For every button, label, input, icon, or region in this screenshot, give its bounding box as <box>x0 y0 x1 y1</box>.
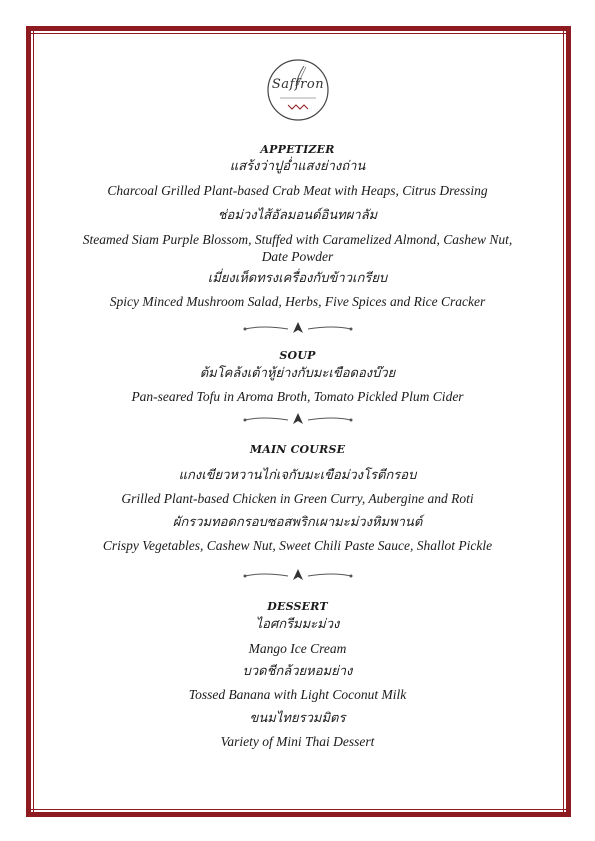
dish-english-name: Pan-seared Tofu in Aroma Broth, Tomato Pickled Plum Cider <box>131 389 464 404</box>
saffron-logo <box>266 58 330 122</box>
frame-border-left <box>26 26 31 817</box>
dish-english-name: Grilled Plant-based Chicken in Green Curry, Aubergine and Roti <box>121 491 474 506</box>
dish-thai-name: ต้มโคล้งเต้าหู้ย่างกับมะเขือดองบ๊วย <box>199 366 396 381</box>
frame-border-bottom-inner <box>26 809 571 810</box>
section-heading-dessert: DESSERT <box>267 600 328 613</box>
dish-english-name: Mango Ice Cream <box>248 641 347 656</box>
dish-english-name-cont: Date Powder <box>261 249 334 264</box>
dish-thai-name: แกงเขียวหวานไก่เจกับมะเขือม่วงโรตีกรอบ <box>178 468 417 483</box>
section-heading-appetizer: APPETIZER <box>260 143 335 156</box>
dish-thai-name: เมี่ยงเห็ดทรงเครื่องกับข้าวเกรียบ <box>207 271 388 286</box>
logo-wordmark: Saffron <box>271 77 325 92</box>
dish-english-name: Tossed Banana with Light Coconut Milk <box>188 687 407 702</box>
ornament-divider-icon <box>243 568 353 582</box>
ornament-divider-icon <box>243 412 353 426</box>
section-heading-soup: SOUP <box>279 349 316 362</box>
ornament-divider-icon <box>243 321 353 335</box>
frame-border-right-inner <box>563 26 564 817</box>
frame-border-top <box>26 26 571 31</box>
dish-thai-name: ช่อม่วงไส้อัลมอนด์อินทผาลัม <box>217 208 378 223</box>
dish-thai-name: ขนมไทยรวมมิตร <box>249 711 346 726</box>
dish-english-name: Charcoal Grilled Plant-based Crab Meat with Heaps, Citrus Dressing <box>107 183 488 198</box>
dish-thai-name: บวดชีกล้วยหอมย่าง <box>242 664 353 679</box>
dish-thai-name: ผักรวมทอดกรอบซอสพริกเผามะม่วงหิมพานต์ <box>172 515 423 530</box>
dish-thai-name: แสร้งว่าปูอ่ำแสงย่างถ่าน <box>229 159 366 174</box>
dish-english-name: Spicy Minced Mushroom Salad, Herbs, Five Spices and Rice Cracker <box>109 294 486 309</box>
section-heading-main-course: MAIN COURSE <box>249 443 346 456</box>
dish-english-name: Variety of Mini Thai Dessert <box>220 734 375 749</box>
frame-border-bottom <box>26 812 571 817</box>
frame-border-left-inner <box>33 26 34 817</box>
dish-thai-name: ไอศกรีมมะม่วง <box>255 617 340 632</box>
frame-border-right <box>566 26 571 817</box>
dish-english-name: Crispy Vegetables, Cashew Nut, Sweet Chili Paste Sauce, Shallot Pickle <box>102 538 493 553</box>
dish-english-name: Steamed Siam Purple Blossom, Stuffed with Caramelized Almond, Cashew Nut, <box>82 232 513 247</box>
frame-border-top-inner <box>26 33 571 34</box>
